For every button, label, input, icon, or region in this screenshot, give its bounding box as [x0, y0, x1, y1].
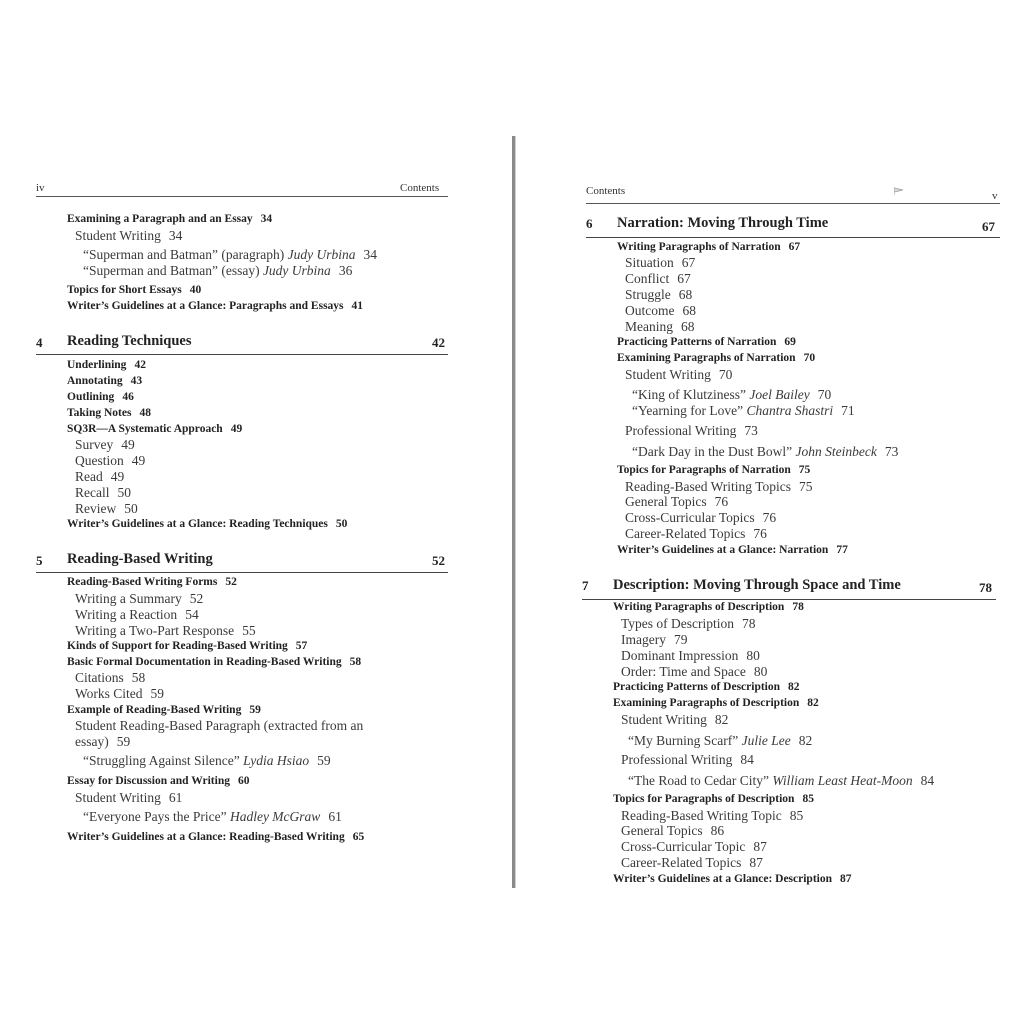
entry-page-number: 59 — [116, 734, 131, 749]
entry-title: Reading-Based Writing Forms — [67, 576, 218, 588]
entry-page-number: 67 — [677, 271, 691, 286]
entry-title: Struggle — [625, 287, 671, 302]
entry-page-number: 87 — [753, 839, 767, 854]
entry-page-number: 49 — [110, 469, 125, 484]
toc-subheading — [617, 241, 800, 253]
toc-subheading — [613, 697, 819, 709]
entry-title: Review — [75, 501, 117, 516]
entry-page-number: 87 — [749, 855, 763, 870]
chapter-7-number: 7 — [582, 578, 589, 593]
entry-page-number: 67 — [788, 241, 801, 253]
toc-entry — [75, 623, 256, 639]
entry-page-number: 34 — [168, 228, 183, 243]
chapter-7-page: 78 — [979, 580, 992, 595]
entry-author: Chantra Shastri — [746, 403, 834, 418]
entry-page-number: 75 — [799, 479, 813, 494]
entry-page-number: 52 — [225, 576, 237, 588]
entry-title: Reading-Based Writing Topics — [625, 479, 791, 494]
entry-page-number: 41 — [351, 300, 364, 312]
entry-title: Question — [75, 453, 124, 468]
chapter-7-rule — [582, 599, 996, 600]
toc-entry — [621, 648, 760, 664]
toc-entry — [632, 387, 831, 403]
toc-entry — [83, 753, 331, 769]
entry-page-number: 82 — [714, 712, 729, 727]
entry-title: Professional Writing — [625, 423, 737, 438]
entry-title: Student Reading-Based Paragraph (extracted from an — [75, 718, 364, 733]
toc-entry — [625, 494, 728, 510]
entry-title: Order: Time and Space — [621, 664, 746, 679]
toc-entry — [75, 228, 182, 244]
entry-author: William Least Heat-Moon — [772, 773, 913, 788]
entry-page-number: 48 — [139, 407, 151, 419]
entry-page-number: 70 — [803, 352, 816, 364]
toc-entry — [625, 526, 767, 542]
entry-page-number: 50 — [335, 518, 348, 530]
toc-entry — [621, 808, 803, 824]
entry-title: Writer’s Guidelines at a Glance: Description — [613, 873, 832, 885]
entry-page-number: 71 — [841, 403, 855, 418]
toc-entry — [625, 271, 691, 287]
entry-title: Writing Paragraphs of Narration — [617, 241, 781, 253]
entry-title: Survey — [75, 437, 114, 452]
toc-subheading — [67, 213, 272, 225]
entry-title: Essay for Discussion and Writing — [67, 775, 230, 787]
toc-entry — [621, 616, 756, 632]
entry-page-number: 67 — [681, 255, 696, 270]
entry-title: Practicing Patterns of Description — [613, 681, 781, 693]
entry-title: Types of Description — [621, 616, 735, 631]
chapter-7-title: Description: Moving Through Space and Time — [613, 577, 901, 593]
toc-subheading — [67, 775, 249, 787]
toc-entry — [75, 718, 363, 734]
toc-entry — [83, 263, 352, 279]
toc-entry — [625, 255, 695, 271]
toc-subheading — [67, 359, 146, 371]
entry-title: Example of Reading-Based Writing — [67, 704, 242, 716]
entry-title: Student Writing — [75, 790, 161, 805]
toc-entry — [621, 632, 687, 648]
entry-title: Cross-Curricular Topics — [625, 510, 755, 525]
entry-title: essay) — [75, 734, 109, 749]
entry-page-number: 87 — [840, 873, 852, 885]
entry-title: Writing a Summary — [75, 591, 182, 606]
entry-author: Hadley McGraw — [229, 809, 321, 824]
entry-title: Kinds of Support for Reading-Based Writing — [67, 640, 288, 652]
toc-entry — [75, 485, 131, 501]
entry-title: Topics for Short Essays — [67, 284, 182, 296]
entry-title: Examining Paragraphs of Narration — [617, 352, 796, 364]
toc-subheading — [67, 284, 201, 296]
entry-page-number: 43 — [130, 375, 143, 387]
entry-page-number: 80 — [753, 664, 768, 679]
left-folio: iv — [36, 182, 45, 194]
entry-title: “Superman and Batman” (paragraph) — [83, 247, 285, 262]
entry-title: Citations — [75, 670, 124, 685]
toc-entry — [621, 712, 728, 728]
chapter-5-page: 52 — [432, 553, 445, 568]
toc-entry — [75, 591, 203, 607]
toc-entry — [75, 607, 199, 623]
entry-page-number: 65 — [352, 831, 365, 843]
toc-entry — [625, 303, 696, 319]
left-running-head: Contents — [400, 182, 440, 194]
entry-title: “Everyone Pays the Price” — [83, 809, 227, 824]
toc-subheading — [613, 873, 852, 885]
toc-entry — [632, 444, 898, 460]
entry-page-number: 61 — [328, 809, 342, 824]
toc-subheading — [67, 640, 307, 652]
entry-page-number: 55 — [242, 623, 256, 638]
entry-title: Cross-Curricular Topic — [621, 839, 746, 854]
entry-title: “Struggling Against Silence” — [83, 753, 240, 768]
toc-entry — [625, 367, 732, 383]
toc-subheading — [67, 423, 242, 435]
entry-page-number: 86 — [710, 823, 725, 838]
entry-title: Career-Related Topics — [625, 526, 746, 541]
entry-page-number: 73 — [744, 423, 758, 438]
entry-author: John Steinbeck — [795, 444, 877, 459]
toc-entry — [632, 403, 855, 419]
toc-entry — [75, 453, 145, 469]
toc-entry — [75, 469, 124, 485]
toc-entry — [83, 809, 342, 825]
entry-page-number: 85 — [789, 808, 804, 823]
entry-title: Writing a Two-Part Response — [75, 623, 235, 638]
toc-entry — [625, 510, 776, 526]
entry-page-number: 49 — [230, 423, 243, 435]
entry-title: Dominant Impression — [621, 648, 739, 663]
entry-page-number: 34 — [363, 247, 378, 262]
entry-title: Imagery — [621, 632, 666, 647]
entry-page-number: 54 — [185, 607, 199, 622]
chapter-6-page: 67 — [982, 219, 995, 234]
entry-title: “Superman and Batman” (essay) — [83, 263, 260, 278]
entry-title: Conflict — [625, 271, 670, 286]
entry-page-number: 78 — [792, 601, 804, 613]
entry-title: Writing a Reaction — [75, 607, 178, 622]
toc-subheading — [67, 576, 237, 588]
entry-page-number: 59 — [150, 686, 165, 701]
toc-subheading — [613, 601, 804, 613]
entry-title: Topics for Paragraphs of Description — [613, 793, 795, 805]
entry-page-number: 57 — [295, 640, 308, 652]
entry-title: Situation — [625, 255, 674, 270]
entry-title: Writer’s Guidelines at a Glance: Reading-Based Writing — [67, 831, 345, 843]
entry-page-number: 78 — [742, 616, 756, 631]
chapter-5-rule — [36, 572, 448, 573]
entry-page-number: 58 — [349, 656, 362, 668]
toc-entry — [628, 773, 934, 789]
entry-author: Judy Urbina — [287, 247, 356, 262]
toc-subheading — [617, 544, 848, 556]
toc-entry — [628, 733, 812, 749]
toc-entry — [621, 752, 754, 768]
entry-title: Recall — [75, 485, 110, 500]
entry-page-number: 58 — [131, 670, 146, 685]
entry-title: Taking Notes — [67, 407, 132, 419]
entry-page-number: 40 — [189, 284, 202, 296]
entry-page-number: 84 — [740, 752, 754, 767]
entry-title: Meaning — [625, 319, 673, 334]
entry-page-number: 69 — [784, 336, 796, 348]
left-header-rule — [36, 196, 448, 197]
entry-title: Outlining — [67, 391, 115, 403]
entry-page-number: 73 — [884, 444, 899, 459]
entry-title: Examining Paragraphs of Description — [613, 697, 800, 709]
entry-title: SQ3R—A Systematic Approach — [67, 423, 223, 435]
toc-entry — [75, 734, 130, 750]
toc-subheading — [613, 681, 800, 693]
right-running-head: Contents — [586, 185, 626, 197]
entry-page-number: 82 — [807, 697, 819, 709]
entry-title: Examining a Paragraph and an Essay — [67, 213, 253, 225]
toc-entry — [621, 839, 767, 855]
entry-page-number: 84 — [920, 773, 935, 788]
entry-page-number: 59 — [317, 753, 331, 768]
chapter-6-number: 6 — [586, 216, 593, 231]
entry-page-number: 68 — [678, 287, 693, 302]
chapter-5-number: 5 — [36, 553, 43, 568]
entry-title: Career-Related Topics — [621, 855, 742, 870]
entry-title: Student Writing — [625, 367, 711, 382]
entry-title: Basic Formal Documentation in Reading-Based Writing — [67, 656, 342, 668]
entry-title: Writer’s Guidelines at a Glance: Reading Techniques — [67, 518, 328, 530]
entry-title: Annotating — [67, 375, 123, 387]
entry-page-number: 61 — [168, 790, 183, 805]
toc-subheading — [67, 391, 134, 403]
entry-page-number: 34 — [260, 213, 273, 225]
entry-title: Student Writing — [75, 228, 161, 243]
entry-page-number: 36 — [338, 263, 353, 278]
toc-entry — [625, 319, 695, 335]
entry-page-number: 49 — [121, 437, 135, 452]
entry-page-number: 52 — [189, 591, 204, 606]
chapter-4-page: 42 — [432, 335, 445, 350]
chapter-4-title: Reading Techniques — [67, 333, 192, 349]
entry-page-number: 59 — [249, 704, 261, 716]
toc-entry — [625, 287, 692, 303]
entry-page-number: 50 — [124, 501, 138, 516]
entry-title: Topics for Paragraphs of Narration — [617, 464, 791, 476]
entry-author: Julie Lee — [741, 733, 791, 748]
toc-entry — [621, 823, 724, 839]
entry-title: “Yearning for Love” — [632, 403, 744, 418]
entry-title: “The Road to Cedar City” — [628, 773, 769, 788]
toc-entry — [83, 247, 377, 263]
toc-subheading — [67, 407, 151, 419]
entry-page-number: 76 — [753, 526, 767, 541]
toc-subheading — [613, 793, 814, 805]
entry-title: “Dark Day in the Dust Bowl” — [632, 444, 793, 459]
pen-mark-icon — [894, 187, 904, 195]
entry-title: Read — [75, 469, 103, 484]
entry-title: Works Cited — [75, 686, 143, 701]
toc-subheading — [67, 831, 364, 843]
toc-entry — [75, 686, 164, 702]
toc-entry — [621, 855, 763, 871]
entry-author: Lydia Hsiao — [243, 753, 310, 768]
entry-page-number: 49 — [131, 453, 146, 468]
entry-page-number: 68 — [681, 319, 695, 334]
entry-page-number: 79 — [673, 632, 688, 647]
toc-entry — [621, 664, 767, 680]
entry-page-number: 50 — [117, 485, 131, 500]
entry-author: Joel Bailey — [749, 387, 810, 402]
toc-entry — [625, 479, 813, 495]
entry-page-number: 80 — [746, 648, 760, 663]
entry-author: Judy Urbina — [262, 263, 331, 278]
chapter-6-title: Narration: Moving Through Time — [617, 215, 829, 231]
entry-title: Professional Writing — [621, 752, 733, 767]
toc-subheading — [617, 464, 810, 476]
entry-title: Writer’s Guidelines at a Glance: Narration — [617, 544, 829, 556]
toc-subheading — [67, 518, 347, 530]
right-header-rule — [586, 203, 1000, 204]
toc-entry — [75, 790, 182, 806]
entry-page-number: 70 — [718, 367, 733, 382]
entry-title: Student Writing — [621, 712, 707, 727]
entry-page-number: 46 — [122, 391, 134, 403]
toc-subheading — [67, 300, 363, 312]
entry-page-number: 76 — [714, 494, 729, 509]
toc-subheading — [617, 352, 815, 364]
entry-page-number: 42 — [134, 359, 146, 371]
entry-title: Practicing Patterns of Narration — [617, 336, 777, 348]
entry-page-number: 70 — [817, 387, 832, 402]
chapter-4-rule — [36, 354, 448, 355]
entry-page-number: 60 — [237, 775, 250, 787]
entry-page-number: 82 — [788, 681, 800, 693]
right-folio: v — [992, 190, 998, 202]
entry-page-number: 77 — [836, 544, 848, 556]
entry-title: Reading-Based Writing Topic — [621, 808, 782, 823]
entry-page-number: 76 — [762, 510, 777, 525]
toc-entry — [75, 670, 145, 686]
entry-title: Outcome — [625, 303, 675, 318]
entry-page-number: 68 — [682, 303, 696, 318]
entry-title: Writer’s Guidelines at a Glance: Paragraphs and Essays — [67, 300, 344, 312]
entry-title: General Topics — [621, 823, 703, 838]
toc-subheading — [67, 704, 261, 716]
toc-subheading — [617, 336, 796, 348]
entry-page-number: 85 — [802, 793, 814, 805]
chapter-4-number: 4 — [36, 335, 43, 350]
chapter-6-rule — [586, 237, 1000, 238]
toc-entry — [75, 501, 138, 517]
entry-page-number: 75 — [798, 464, 811, 476]
entry-title: Writing Paragraphs of Description — [613, 601, 785, 613]
entry-title: General Topics — [625, 494, 707, 509]
entry-title: Underlining — [67, 359, 127, 371]
right-page — [516, 0, 1024, 1024]
toc-entry — [75, 437, 135, 453]
entry-page-number: 82 — [798, 733, 813, 748]
entry-title: “My Burning Scarf” — [628, 733, 739, 748]
chapter-5-title: Reading-Based Writing — [67, 551, 213, 567]
toc-entry — [625, 423, 758, 439]
toc-subheading — [67, 656, 361, 668]
entry-title: “King of Klutziness” — [632, 387, 746, 402]
toc-subheading — [67, 375, 142, 387]
